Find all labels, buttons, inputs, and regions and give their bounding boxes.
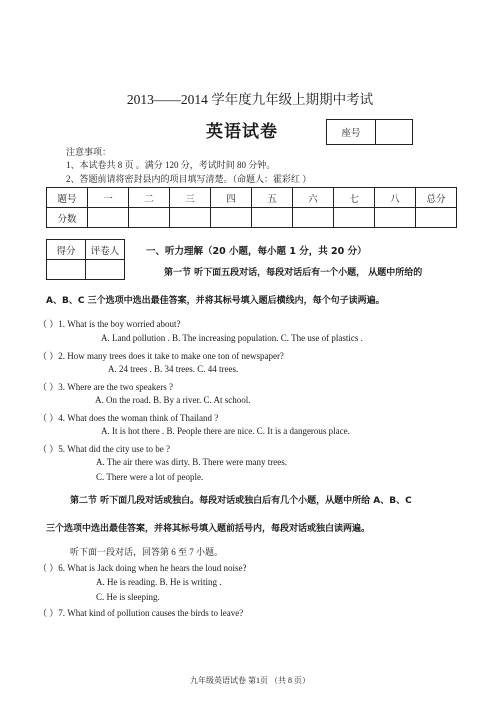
grader-score-label: 得分 bbox=[47, 240, 86, 260]
question-4: （ ）4. What does the woman think of Thailand ? bbox=[38, 413, 219, 423]
score-cell[interactable] bbox=[88, 208, 129, 228]
score-cell[interactable] bbox=[416, 208, 457, 228]
seat-label: 座号 bbox=[327, 120, 376, 145]
notes-line-2: 2、答题前请将密封县内的项目填写清楚。（命题人：霍彩红 ） bbox=[66, 174, 312, 184]
seat-number-table bbox=[326, 119, 413, 145]
notes-heading: 注意事项： bbox=[66, 147, 112, 157]
question-3-options: A. On the road. B. By a river. C. At school. bbox=[95, 395, 251, 405]
section-1-part-1-instructions: A、B、C 三个选项中选出最佳答案，并将其标号填入题后横线内，每个句子读两遍。 bbox=[46, 296, 385, 306]
question-2: （ ）2. How many trees does it take to make one ton of newspaper? bbox=[38, 351, 284, 361]
score-table-header: 一 bbox=[88, 188, 129, 208]
score-table-header: 六 bbox=[293, 188, 334, 208]
notes-line-1: 1、本试卷共 8 页 。满分 120 分，考试时间 80 分钟。 bbox=[66, 160, 276, 170]
score-cell[interactable] bbox=[375, 208, 416, 228]
seat-number-cell[interactable] bbox=[376, 120, 413, 145]
section-1-part-2-title: 第二节 听下面几段对话或独白。每段对话或独白后有几个小题，从题中所给 A、B、C bbox=[70, 496, 412, 506]
score-cell[interactable] bbox=[129, 208, 170, 228]
question-5-options: A. The air there was dirty. B. There were many trees. bbox=[96, 457, 288, 467]
question-2-options: A. 24 trees . B. 34 trees. C. 44 trees. bbox=[108, 364, 239, 374]
exam-title: 2013——2014 学年度九年级上期期中考试 bbox=[126, 92, 374, 107]
score-cell[interactable] bbox=[293, 208, 334, 228]
exam-subtitle: 英语试卷 bbox=[206, 122, 278, 141]
question-4-options: A. It is hot there . B. People there are nice. C. It is a dangerous place. bbox=[101, 426, 350, 436]
question-1-options: A. Land pollution . B. The increasing population. C. The use of plastics . bbox=[101, 333, 363, 343]
score-table bbox=[46, 187, 457, 228]
section-1-heading: 一、听力理解（20 小题，每小题 1 分，共 20 分） bbox=[146, 246, 367, 257]
page-footer: 九年级英语试卷 第1页 （共 8 页） bbox=[190, 676, 310, 685]
question-6-options: A. He is reading. B. He is writing . bbox=[96, 577, 222, 587]
score-cell[interactable] bbox=[334, 208, 375, 228]
dialogue-instruction: 听下面一段对话，回答第 6 至 7 小题。 bbox=[70, 547, 224, 557]
question-6-option-c: C. He is sleeping. bbox=[96, 592, 160, 602]
score-table-header: 题号 bbox=[47, 188, 88, 208]
grader-name-label: 评卷人 bbox=[86, 240, 125, 260]
score-cell[interactable] bbox=[211, 208, 252, 228]
section-1-part-1-title: 第一节 听下面五段对话，每段对话后有一个小题， 从题中所给的 bbox=[164, 268, 423, 278]
question-3: （ ）3. Where are the two speakers ? bbox=[38, 382, 173, 392]
question-7: （ ）7. What kind of pollution causes the birds to leave? bbox=[38, 608, 244, 618]
score-cell[interactable] bbox=[252, 208, 293, 228]
grader-name-cell[interactable] bbox=[86, 260, 125, 280]
score-table-header: 总分 bbox=[416, 188, 457, 208]
section-1-part-2-instructions: 三个选项中选出最佳答案，并将其标号填入题前括号内，每段对话或独白读两遍。 bbox=[46, 524, 371, 534]
question-1: （ ）1. What is the boy worried about? bbox=[38, 319, 181, 329]
score-table-header: 二 bbox=[129, 188, 170, 208]
question-5-option-c: C. There were a lot of people. bbox=[96, 472, 204, 482]
score-table-header: 四 bbox=[211, 188, 252, 208]
score-table-header: 八 bbox=[375, 188, 416, 208]
score-table-header: 三 bbox=[170, 188, 211, 208]
score-row-label: 分数 bbox=[47, 208, 88, 228]
question-6: （ ）6. What is Jack doing when he hears the loud noise? bbox=[38, 563, 247, 573]
grader-table bbox=[46, 239, 125, 280]
score-table-header: 七 bbox=[334, 188, 375, 208]
score-table-header: 五 bbox=[252, 188, 293, 208]
score-cell[interactable] bbox=[170, 208, 211, 228]
question-5: （ ）5. What did the city use to be ? bbox=[38, 444, 170, 454]
grader-score-cell[interactable] bbox=[47, 260, 86, 280]
